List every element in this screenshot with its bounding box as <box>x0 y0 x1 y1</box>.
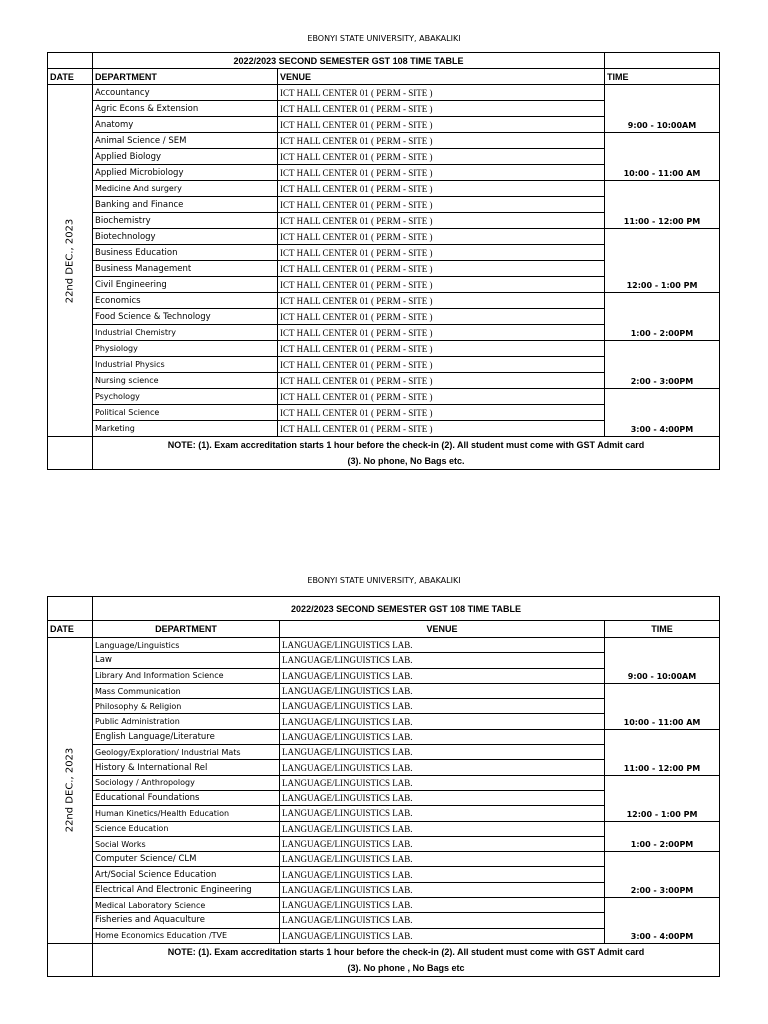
time-slot-cell: 9:00 - 10:00AM <box>605 638 720 684</box>
venue-cell: ICT HALL CENTER 01 ( PERM - SITE ) <box>278 357 605 373</box>
department-cell: Computer Science/ CLM <box>93 852 280 867</box>
blank-corner <box>605 53 720 69</box>
table-row <box>48 729 720 744</box>
timetable-page-2 <box>0 540 768 1020</box>
venue-cell: LANGUAGE/LINGUISTICS LAB. <box>280 653 605 668</box>
time-slot-cell: 1:00 - 2:00PM <box>605 821 720 852</box>
department-cell: Food Science & Technology <box>93 309 278 325</box>
table-row <box>48 683 720 698</box>
venue-cell: LANGUAGE/LINGUISTICS LAB. <box>280 760 605 775</box>
department-cell: Political Science <box>93 405 278 421</box>
exam-note <box>93 943 720 976</box>
date-label: 22nd DEC., 2023 <box>64 218 76 303</box>
department-cell: Animal Science / SEM <box>93 133 278 149</box>
venue-cell: ICT HALL CENTER 01 ( PERM - SITE ) <box>278 325 605 341</box>
note-line-1: NOTE: (1). Exam accreditation starts 1 hour before the check-in (2). All student must come with GST Admit card <box>167 946 645 957</box>
venue-cell: ICT HALL CENTER 01 ( PERM - SITE ) <box>278 373 605 389</box>
department-cell: Business Education <box>93 245 278 261</box>
table-row <box>48 181 720 197</box>
venue-cell: ICT HALL CENTER 01 ( PERM - SITE ) <box>278 341 605 357</box>
venue-cell: ICT HALL CENTER 01 ( PERM - SITE ) <box>278 197 605 213</box>
university-header: EBONYI STATE UNIVERSITY, ABAKALIKI <box>307 576 461 585</box>
venue-cell: LANGUAGE/LINGUISTICS LAB. <box>280 668 605 683</box>
header-row <box>48 69 720 85</box>
venue-cell: ICT HALL CENTER 01 ( PERM - SITE ) <box>278 405 605 421</box>
venue-cell: ICT HALL CENTER 01 ( PERM - SITE ) <box>278 165 605 181</box>
table-row <box>48 229 720 245</box>
table-title: 2022/2023 SECOND SEMESTER GST 108 TIME TABLE <box>93 53 605 69</box>
venue-cell: LANGUAGE/LINGUISTICS LAB. <box>280 775 605 790</box>
department-cell: Fisheries and Aquaculture <box>93 913 280 928</box>
date-cell <box>48 638 93 944</box>
department-cell: Marketing <box>93 421 278 437</box>
department-cell: Human Kinetics/Health Education <box>93 806 280 821</box>
table-row <box>48 638 720 653</box>
date-header: DATE <box>48 621 93 638</box>
department-header: DEPARTMENT <box>93 621 280 638</box>
time-slot-cell: 11:00 - 12:00 PM <box>605 729 720 775</box>
department-cell: Applied Microbiology <box>93 165 278 181</box>
department-cell: Library And Information Science <box>93 668 280 683</box>
venue-cell: LANGUAGE/LINGUISTICS LAB. <box>280 882 605 897</box>
department-cell: Medicine And surgery <box>93 181 278 197</box>
department-cell: Business Management <box>93 261 278 277</box>
timetable-page-1 <box>0 0 768 480</box>
time-slot-cell: 12:00 - 1:00 PM <box>605 229 720 293</box>
department-cell: History & International Rel <box>93 760 280 775</box>
venue-cell: ICT HALL CENTER 01 ( PERM - SITE ) <box>278 277 605 293</box>
department-cell: Social Works <box>93 836 280 851</box>
table-row <box>48 775 720 790</box>
title-row <box>48 597 720 621</box>
table-row <box>48 898 720 913</box>
venue-cell: ICT HALL CENTER 01 ( PERM - SITE ) <box>278 245 605 261</box>
table-row <box>48 821 720 836</box>
department-cell: Mass Communication <box>93 683 280 698</box>
venue-cell: ICT HALL CENTER 01 ( PERM - SITE ) <box>278 293 605 309</box>
date-label: 22nd DEC., 2023 <box>64 748 76 833</box>
venue-cell: LANGUAGE/LINGUISTICS LAB. <box>280 699 605 714</box>
department-cell: Anatomy <box>93 117 278 133</box>
time-slot-cell: 10:00 - 11:00 AM <box>605 683 720 729</box>
date-header: DATE <box>48 69 93 85</box>
table-row <box>48 133 720 149</box>
note-row <box>48 437 720 470</box>
time-slot-cell: 2:00 - 3:00PM <box>605 341 720 389</box>
venue-cell: LANGUAGE/LINGUISTICS LAB. <box>280 790 605 805</box>
table-title: 2022/2023 SECOND SEMESTER GST 108 TIME TABLE <box>93 597 720 621</box>
blank-corner <box>48 597 93 621</box>
venue-cell: LANGUAGE/LINGUISTICS LAB. <box>280 867 605 882</box>
venue-cell: LANGUAGE/LINGUISTICS LAB. <box>280 852 605 867</box>
venue-header: VENUE <box>278 69 605 85</box>
table-row <box>48 293 720 309</box>
table-row <box>48 852 720 867</box>
header-row <box>48 621 720 638</box>
venue-cell: LANGUAGE/LINGUISTICS LAB. <box>280 806 605 821</box>
venue-cell: LANGUAGE/LINGUISTICS LAB. <box>280 745 605 760</box>
time-header: TIME <box>605 621 720 638</box>
department-cell: Civil Engineering <box>93 277 278 293</box>
venue-cell: LANGUAGE/LINGUISTICS LAB. <box>280 683 605 698</box>
venue-cell: LANGUAGE/LINGUISTICS LAB. <box>280 928 605 943</box>
department-cell: Biochemistry <box>93 213 278 229</box>
department-cell: Banking and Finance <box>93 197 278 213</box>
venue-cell: LANGUAGE/LINGUISTICS LAB. <box>280 836 605 851</box>
blank-corner <box>48 53 93 69</box>
department-cell: Home Economics Education /TVE <box>93 928 280 943</box>
note-line-2: (3). No phone, No Bags etc. <box>347 456 465 466</box>
venue-cell: ICT HALL CENTER 01 ( PERM - SITE ) <box>278 149 605 165</box>
department-cell: Science Education <box>93 821 280 836</box>
time-slot-cell: 9:00 - 10:00AM <box>605 85 720 133</box>
venue-cell: ICT HALL CENTER 01 ( PERM - SITE ) <box>278 181 605 197</box>
venue-cell: ICT HALL CENTER 01 ( PERM - SITE ) <box>278 213 605 229</box>
department-cell: Sociology / Anthropology <box>93 775 280 790</box>
table-row <box>48 85 720 101</box>
department-cell: Law <box>93 653 280 668</box>
venue-cell: ICT HALL CENTER 01 ( PERM - SITE ) <box>278 101 605 117</box>
time-slot-cell: 2:00 - 3:00PM <box>605 852 720 898</box>
department-cell: English Language/Literature <box>93 729 280 744</box>
department-cell: Physiology <box>93 341 278 357</box>
department-cell: Art/Social Science Education <box>93 867 280 882</box>
time-slot-cell: 1:00 - 2:00PM <box>605 293 720 341</box>
department-cell: Economics <box>93 293 278 309</box>
time-slot-cell: 3:00 - 4:00PM <box>605 898 720 944</box>
note-row <box>48 943 720 976</box>
department-cell: Public Administration <box>93 714 280 729</box>
exam-note <box>93 437 720 470</box>
venue-cell: LANGUAGE/LINGUISTICS LAB. <box>280 898 605 913</box>
timetable-2 <box>47 596 720 977</box>
note-blank-cell <box>48 437 93 470</box>
venue-cell: LANGUAGE/LINGUISTICS LAB. <box>280 638 605 653</box>
title-row <box>48 53 720 69</box>
venue-cell: ICT HALL CENTER 01 ( PERM - SITE ) <box>278 421 605 437</box>
venue-cell: ICT HALL CENTER 01 ( PERM - SITE ) <box>278 389 605 405</box>
venue-cell: LANGUAGE/LINGUISTICS LAB. <box>280 913 605 928</box>
table-row <box>48 341 720 357</box>
venue-cell: ICT HALL CENTER 01 ( PERM - SITE ) <box>278 229 605 245</box>
time-slot-cell: 3:00 - 4:00PM <box>605 389 720 437</box>
venue-cell: LANGUAGE/LINGUISTICS LAB. <box>280 821 605 836</box>
time-slot-cell: 12:00 - 1:00 PM <box>605 775 720 821</box>
venue-cell: ICT HALL CENTER 01 ( PERM - SITE ) <box>278 309 605 325</box>
venue-cell: LANGUAGE/LINGUISTICS LAB. <box>280 714 605 729</box>
timetable-1 <box>47 52 720 470</box>
department-cell: Geology/Exploration/ Industrial Mats <box>93 745 280 760</box>
note-blank-cell <box>48 943 93 976</box>
venue-header: VENUE <box>280 621 605 638</box>
department-cell: Psychology <box>93 389 278 405</box>
department-cell: Industrial Physics <box>93 357 278 373</box>
venue-cell: ICT HALL CENTER 01 ( PERM - SITE ) <box>278 133 605 149</box>
department-cell: Agric Econs & Extension <box>93 101 278 117</box>
department-cell: Language/Linguistics <box>93 638 280 653</box>
note-line-1: NOTE: (1). Exam accreditation starts 1 hour before the check-in (2). All student must come with GST Admit card <box>167 440 645 450</box>
venue-cell: ICT HALL CENTER 01 ( PERM - SITE ) <box>278 117 605 133</box>
venue-cell: ICT HALL CENTER 01 ( PERM - SITE ) <box>278 85 605 101</box>
time-slot-cell: 10:00 - 11:00 AM <box>605 133 720 181</box>
venue-cell: LANGUAGE/LINGUISTICS LAB. <box>280 729 605 744</box>
university-header: EBONYI STATE UNIVERSITY, ABAKALIKI <box>307 34 461 43</box>
venue-cell: ICT HALL CENTER 01 ( PERM - SITE ) <box>278 261 605 277</box>
department-cell: Philosophy & Religion <box>93 699 280 714</box>
date-cell <box>48 85 93 437</box>
department-cell: Electrical And Electronic Engineering <box>93 882 280 897</box>
department-cell: Industrial Chemistry <box>93 325 278 341</box>
department-cell: Educational Foundations <box>93 790 280 805</box>
department-cell: Medical Laboratory Science <box>93 898 280 913</box>
department-cell: Biotechnology <box>93 229 278 245</box>
time-header: TIME <box>605 69 720 85</box>
note-line-2: (3). No phone , No Bags etc <box>347 962 465 973</box>
time-slot-cell: 11:00 - 12:00 PM <box>605 181 720 229</box>
department-cell: Applied Biology <box>93 149 278 165</box>
department-cell: Nursing science <box>93 373 278 389</box>
table-row <box>48 389 720 405</box>
department-cell: Accountancy <box>93 85 278 101</box>
department-header: DEPARTMENT <box>93 69 278 85</box>
